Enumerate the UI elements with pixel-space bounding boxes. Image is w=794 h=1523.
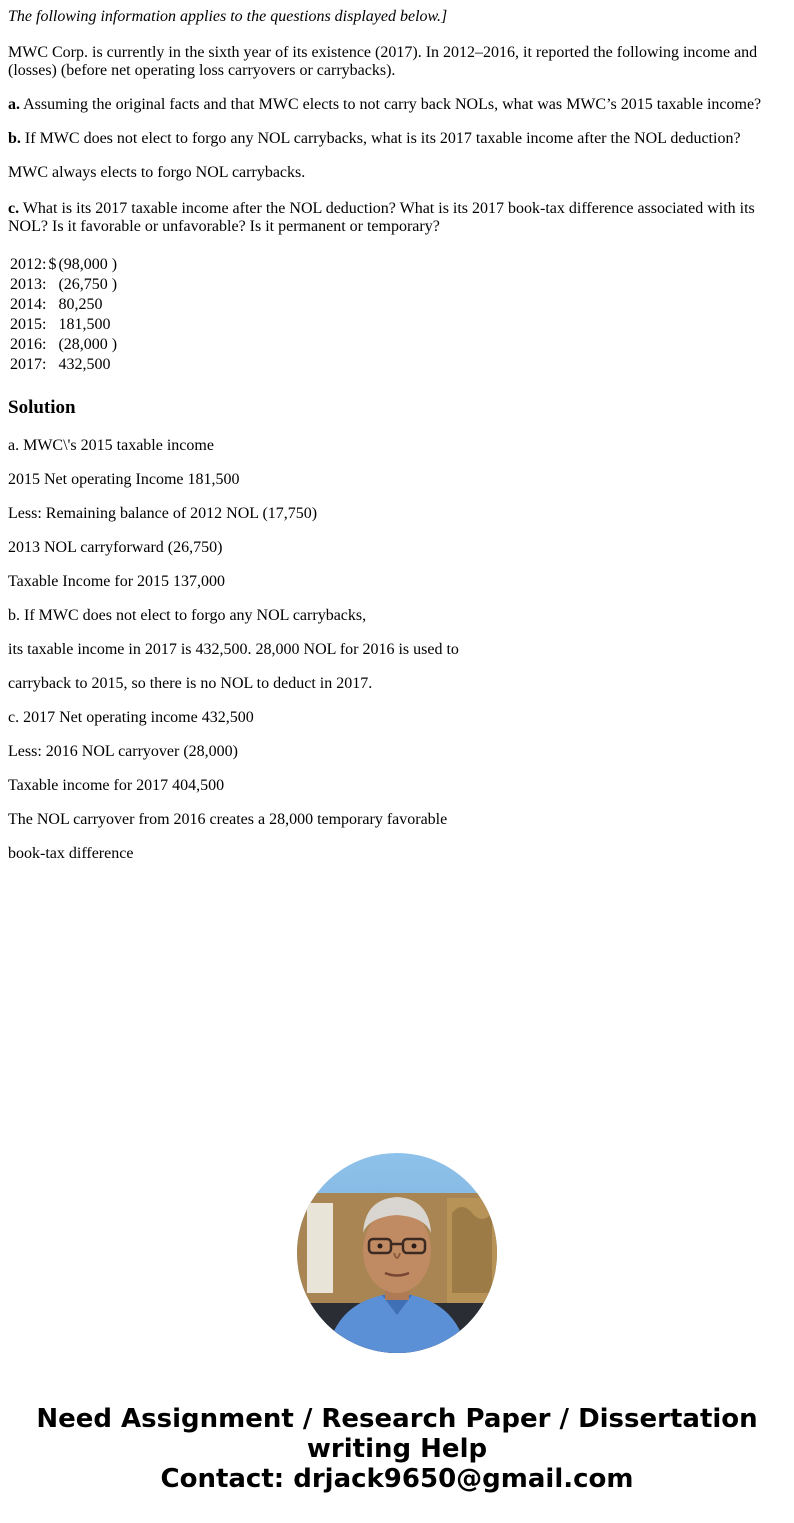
solution-heading: Solution [8, 397, 76, 418]
solution-line: Less: 2016 NOL carryover (28,000) [8, 743, 239, 760]
footer-line: Need Assignment / Research Paper / Dissertation [36, 1404, 758, 1434]
amount-cell: 432,500 [58, 356, 111, 373]
dollar-cell [48, 296, 56, 314]
amount-cell: 80,250 [58, 296, 103, 313]
dollar-cell [48, 316, 56, 334]
table-row [10, 316, 117, 334]
amount-cell: 181,500 [58, 316, 111, 333]
intro-note: The following information applies to the questions displayed below.] [8, 8, 448, 25]
dollar-cell [48, 336, 56, 354]
solution-line: its taxable income in 2017 is 432,500. 28,000 NOL for 2016 is used to [8, 641, 459, 658]
table-row [10, 296, 117, 314]
question-b [8, 130, 741, 148]
solution-line: carryback to 2015, so there is no NOL to deduct in 2017. [8, 675, 373, 692]
amount-cell: (28,000 ) [58, 336, 118, 353]
solution-line: Taxable income for 2017 404,500 [8, 777, 225, 794]
income-loss-table [8, 254, 119, 376]
question-a [8, 96, 761, 114]
year-cell: 2013: [10, 276, 47, 293]
forgo-statement: MWC always elects to forgo NOL carrybacks. [8, 164, 306, 181]
solution-line: c. 2017 Net operating income 432,500 [8, 709, 254, 726]
footer-line: writing Help [306, 1434, 488, 1464]
year-cell: 2012: [10, 256, 47, 273]
solution-line: b. If MWC does not elect to forgo any NOL carrybacks, [8, 607, 367, 624]
amount-cell: (26,750 ) [58, 276, 118, 293]
solution-line: Taxable Income for 2015 137,000 [8, 573, 226, 590]
question-c [8, 200, 778, 236]
year-cell: 2017: [10, 356, 47, 373]
problem-statement: MWC Corp. is currently in the sixth year of its existence (2017). In 2012–2016, it reported the following income and (losses) (before net operating loss carryovers or carrybacks). [8, 44, 758, 79]
amount-cell: (98,000 ) [58, 256, 118, 273]
table-row [10, 336, 117, 354]
question-a-letter: a. [8, 96, 20, 113]
dollar-cell: $ [48, 256, 57, 273]
year-cell: 2016: [10, 336, 47, 353]
solution-line: Less: Remaining balance of 2012 NOL (17,750) [8, 505, 318, 522]
dollar-cell [48, 356, 56, 374]
solution-line: 2013 NOL carryforward (26,750) [8, 539, 223, 556]
solution-line: The NOL carryover from 2016 creates a 28,000 temporary favorable [8, 811, 448, 828]
question-a-text: Assuming the original facts and that MWC elects to not carry back NOLs, what was MWC’s 2015 taxable income? [20, 96, 762, 113]
question-b-text: If MWC does not elect to forgo any NOL carrybacks, what is its 2017 taxable income after the NOL deduction? [20, 130, 741, 147]
question-b-letter: b. [8, 130, 21, 147]
year-cell: 2014: [10, 296, 47, 313]
person-portrait-icon [297, 1153, 497, 1353]
question-c-letter: c. [8, 200, 20, 217]
solution-line: book-tax difference [8, 845, 134, 862]
solution-body [8, 437, 459, 879]
table-row [10, 356, 117, 374]
avatar [297, 1153, 497, 1353]
table-row [10, 256, 117, 274]
solution-line: a. MWC\'s 2015 taxable income [8, 437, 214, 454]
solution-line: 2015 Net operating Income 181,500 [8, 471, 240, 488]
year-cell: 2015: [10, 316, 47, 333]
footer-contact-email: Contact: drjack9650@gmail.com [160, 1464, 634, 1494]
table-row [10, 276, 117, 294]
footer-contact [0, 1404, 794, 1494]
dollar-cell [48, 276, 56, 294]
question-c-text: What is its 2017 taxable income after the NOL deduction? What is its 2017 book-tax difference associated with its NOL? Is it favorable or unfavorable? Is it permanent or temporary? [8, 200, 755, 235]
